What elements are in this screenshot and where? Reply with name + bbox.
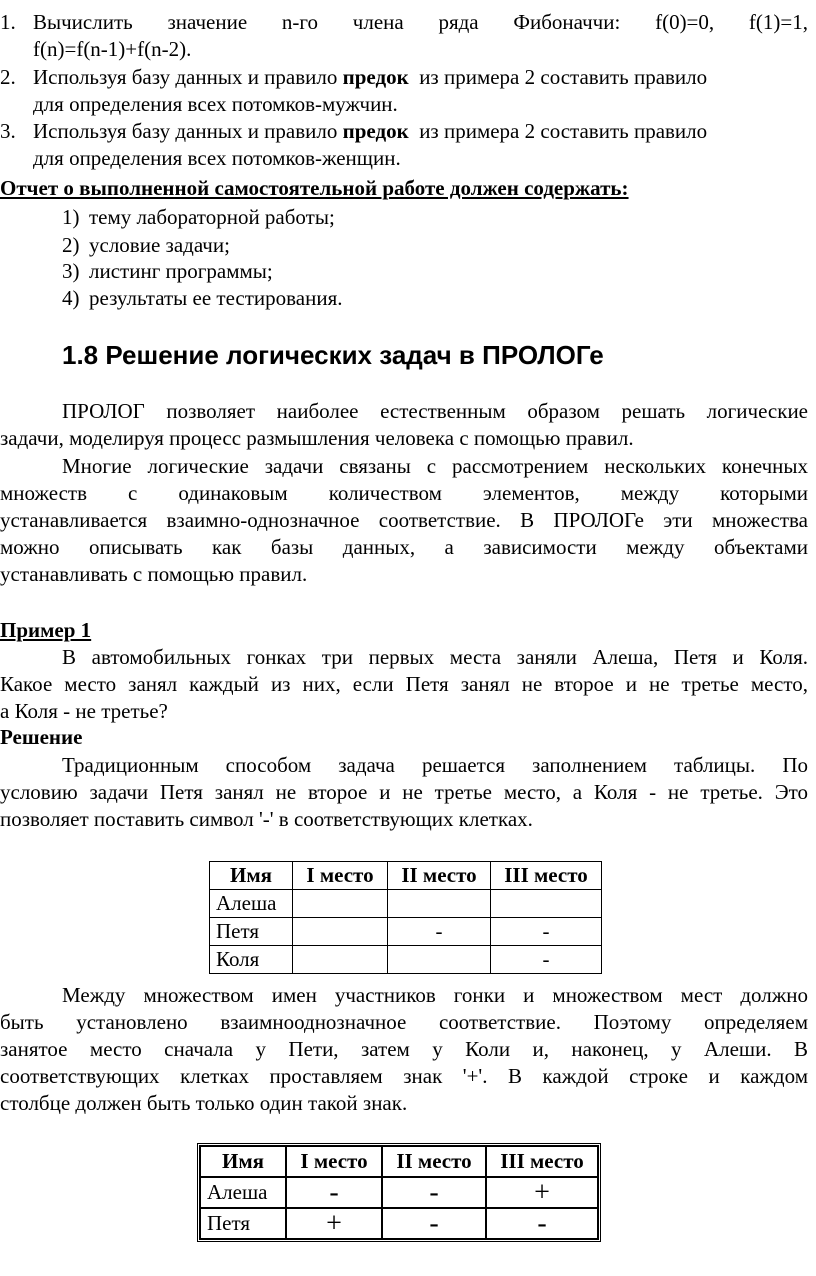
report-item-number: 3)	[62, 259, 80, 283]
table-cell-name: Коля	[210, 946, 293, 974]
table-row	[210, 890, 602, 918]
paragraph-line: Между множеством имен участников гонки и множеством мест должно	[62, 983, 808, 1007]
paragraph-line: быть установлено взаимнооднозначное соответствие. Поэтому определяем	[0, 1010, 808, 1034]
table-cell: -	[486, 1208, 598, 1239]
paragraph-line: занятое место сначала у Пети, затем у Коли и, наконец, у Алеши. В	[0, 1037, 808, 1061]
table-cell-name: Алеша	[200, 1177, 286, 1208]
paragraph-line: столбце должен быть только один такой знак.	[0, 1091, 408, 1115]
report-item-number: 4)	[62, 286, 80, 310]
paragraph-line: условию задачи Петя занял не второе и не третье место, а Коля - не третье. Это	[0, 780, 808, 804]
table-cell: -	[388, 918, 491, 946]
paragraph-line: можно описывать как базы данных, а зависимости между объектами	[0, 535, 808, 559]
table-cell	[293, 890, 388, 918]
report-item	[62, 285, 816, 312]
paragraph-line: позволяет поставить символ '-' в соответствующих клетках.	[0, 807, 533, 831]
places-table-filled	[197, 1143, 601, 1242]
report-item-number: 1)	[62, 205, 80, 229]
table-cell: -	[382, 1208, 486, 1239]
table-header-row	[210, 862, 602, 890]
table-cell	[293, 918, 388, 946]
task-text: Используя базу данных и правило	[33, 65, 343, 89]
table-header-cell: II место	[388, 862, 491, 890]
report-item-text: тему лабораторной работы;	[89, 205, 335, 229]
task-number: 1.	[0, 10, 16, 34]
task-text: Используя базу данных и правило	[33, 119, 343, 143]
task-text: Вычислить значение n-го члена ряда Фибоначчи: f(0)=0, f(1)=1,	[33, 10, 808, 34]
table-header-cell: I место	[286, 1146, 382, 1177]
section-heading: 1.8 Решение логических задач в ПРОЛОГе	[62, 340, 604, 370]
task-text: из примера 2 составить правило	[408, 119, 708, 143]
paragraph-line: Какое место занял каждый из них, если Петя занял не второе и не третье место,	[0, 672, 808, 696]
table-cell-name: Петя	[210, 918, 293, 946]
table-cell-name: Алеша	[210, 890, 293, 918]
task-text-cont: f(n)=f(n-1)+f(n-2).	[33, 37, 192, 61]
paragraph-line: Многие логические задачи связаны с рассмотрением нескольких конечных	[62, 454, 808, 478]
task-text-cont: для определения всех потомков-мужчин.	[33, 92, 398, 116]
report-item	[62, 232, 816, 259]
task-number: 3.	[0, 119, 16, 143]
task-number: 2.	[0, 65, 16, 89]
table-cell	[293, 946, 388, 974]
table-cell	[388, 890, 491, 918]
task-text-cont: для определения всех потомков-женщин.	[33, 146, 401, 170]
table-cell: -	[491, 946, 602, 974]
table-cell-name: Петя	[200, 1208, 286, 1239]
table-cell	[491, 890, 602, 918]
table-cell: -	[491, 918, 602, 946]
table-cell	[388, 946, 491, 974]
report-item-number: 2)	[62, 233, 80, 257]
keyword-predok: предок	[342, 65, 409, 89]
table-row	[200, 1177, 598, 1208]
table-cell: +	[486, 1177, 598, 1208]
table-cell: +	[286, 1208, 382, 1239]
task-item	[0, 9, 816, 36]
report-item-text: листинг программы;	[89, 259, 273, 283]
table-row	[200, 1208, 598, 1239]
paragraph-line: ПРОЛОГ позволяет наиболее естественным образом решать логические	[62, 399, 808, 423]
table-header-cell: III место	[491, 862, 602, 890]
report-item	[62, 258, 816, 285]
table-cell: -	[382, 1177, 486, 1208]
example-title: Пример 1	[0, 618, 92, 642]
table-header-cell: Имя	[200, 1146, 286, 1177]
table-header-cell: Имя	[210, 862, 293, 890]
table-header-cell: I место	[293, 862, 388, 890]
paragraph-line: Традиционным способом задача решается заполнением таблицы. По	[62, 753, 808, 777]
paragraph-line: множеств с одинаковым количеством элементов, между которыми	[0, 481, 808, 505]
task-text: из примера 2 составить правило	[408, 65, 708, 89]
table-row	[210, 946, 602, 974]
report-item-text: результаты ее тестирования.	[89, 286, 343, 310]
report-item-text: условие задачи;	[89, 233, 230, 257]
table-row	[210, 918, 602, 946]
solution-title: Решение	[0, 725, 83, 749]
table-header-cell: III место	[486, 1146, 598, 1177]
paragraph-line: устанавливать с помощью правил.	[0, 562, 308, 586]
table-header-cell: II место	[382, 1146, 486, 1177]
paragraph-line: устанавливается взаимно-однозначное соответствие. В ПРОЛОГе эти множества	[0, 508, 808, 532]
table-header-row	[200, 1146, 598, 1177]
paragraph-line: В автомобильных гонках три первых места заняли Алеша, Петя и Коля.	[62, 645, 808, 669]
paragraph-line: задачи, моделируя процесс размышления человека с помощью правил.	[0, 426, 634, 450]
table-cell: -	[286, 1177, 382, 1208]
report-title: Отчет о выполненной самостоятельной работе должен содержать:	[0, 176, 629, 200]
keyword-predok: предок	[342, 119, 409, 143]
places-table-initial	[209, 861, 602, 974]
paragraph-line: а Коля - не третье?	[0, 699, 168, 723]
report-item	[62, 204, 816, 231]
paragraph-line: соответствующих клетках проставляем знак '+'. В каждой строке и каждом	[0, 1064, 808, 1088]
